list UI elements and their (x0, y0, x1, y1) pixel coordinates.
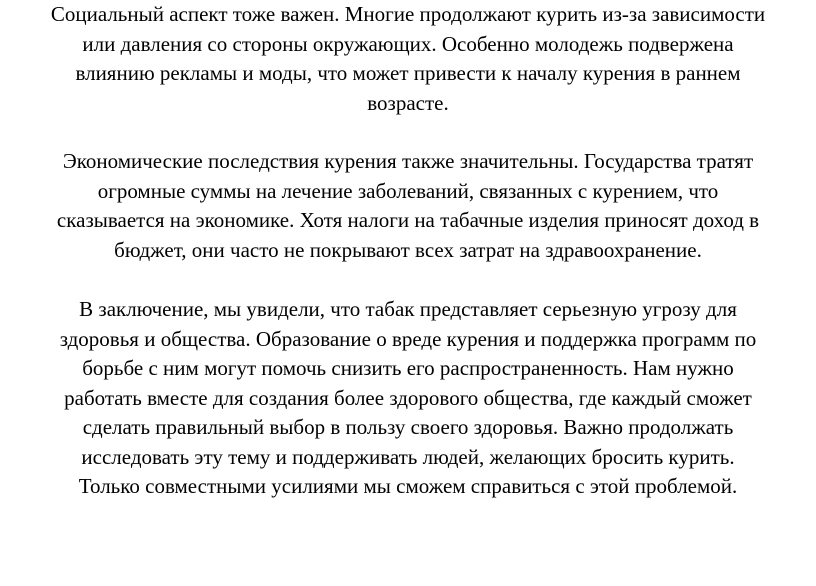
paragraph-social-aspect (4, 0, 812, 118)
text-line: В заключение, мы увидели, что табак представляет серьезную угрозу для (79, 297, 737, 321)
text-line: или давления со стороны окружающих. Особенно молодежь подвержена (82, 31, 734, 56)
text-line: Социальный аспект тоже важен. Многие продолжают курить из-за зависимости (50, 2, 766, 26)
text-line: огромные суммы на лечение заболеваний, связанных с курением, что (97, 178, 719, 203)
text-line: бюджет, они часто не покрывают всех затрат на здравоохранение. (114, 237, 702, 262)
text-line: работать вместе для создания более здорового общества, где каждый сможет (64, 385, 752, 410)
text-line: влиянию рекламы и моды, что может привести к началу курения в раннем (75, 61, 741, 85)
text-line: Только совместными усилиями мы сможем справиться с этой проблемой. (78, 474, 738, 498)
text-line: борьбе с ним могут помочь снизить его распространенность. Нам нужно (82, 356, 734, 380)
text-line: сделать правильный выбор в пользу своего здоровья. Важно продолжать (82, 415, 734, 439)
text-line: возрасте. (367, 90, 449, 115)
text-line: Экономические последствия курения также значительны. Государства тратят (62, 149, 754, 173)
paragraph-conclusion (4, 295, 812, 502)
text-line: здоровья и общества. Образование о вреде курения и поддержка программ по (59, 326, 757, 351)
text-line: сказывается на экономике. Хотя налоги на табачные изделия приносят доход в (56, 208, 760, 232)
paragraph-economic-consequences (4, 147, 812, 265)
text-line: исследовать эту тему и поддерживать людей, желающих бросить курить. (81, 444, 735, 469)
